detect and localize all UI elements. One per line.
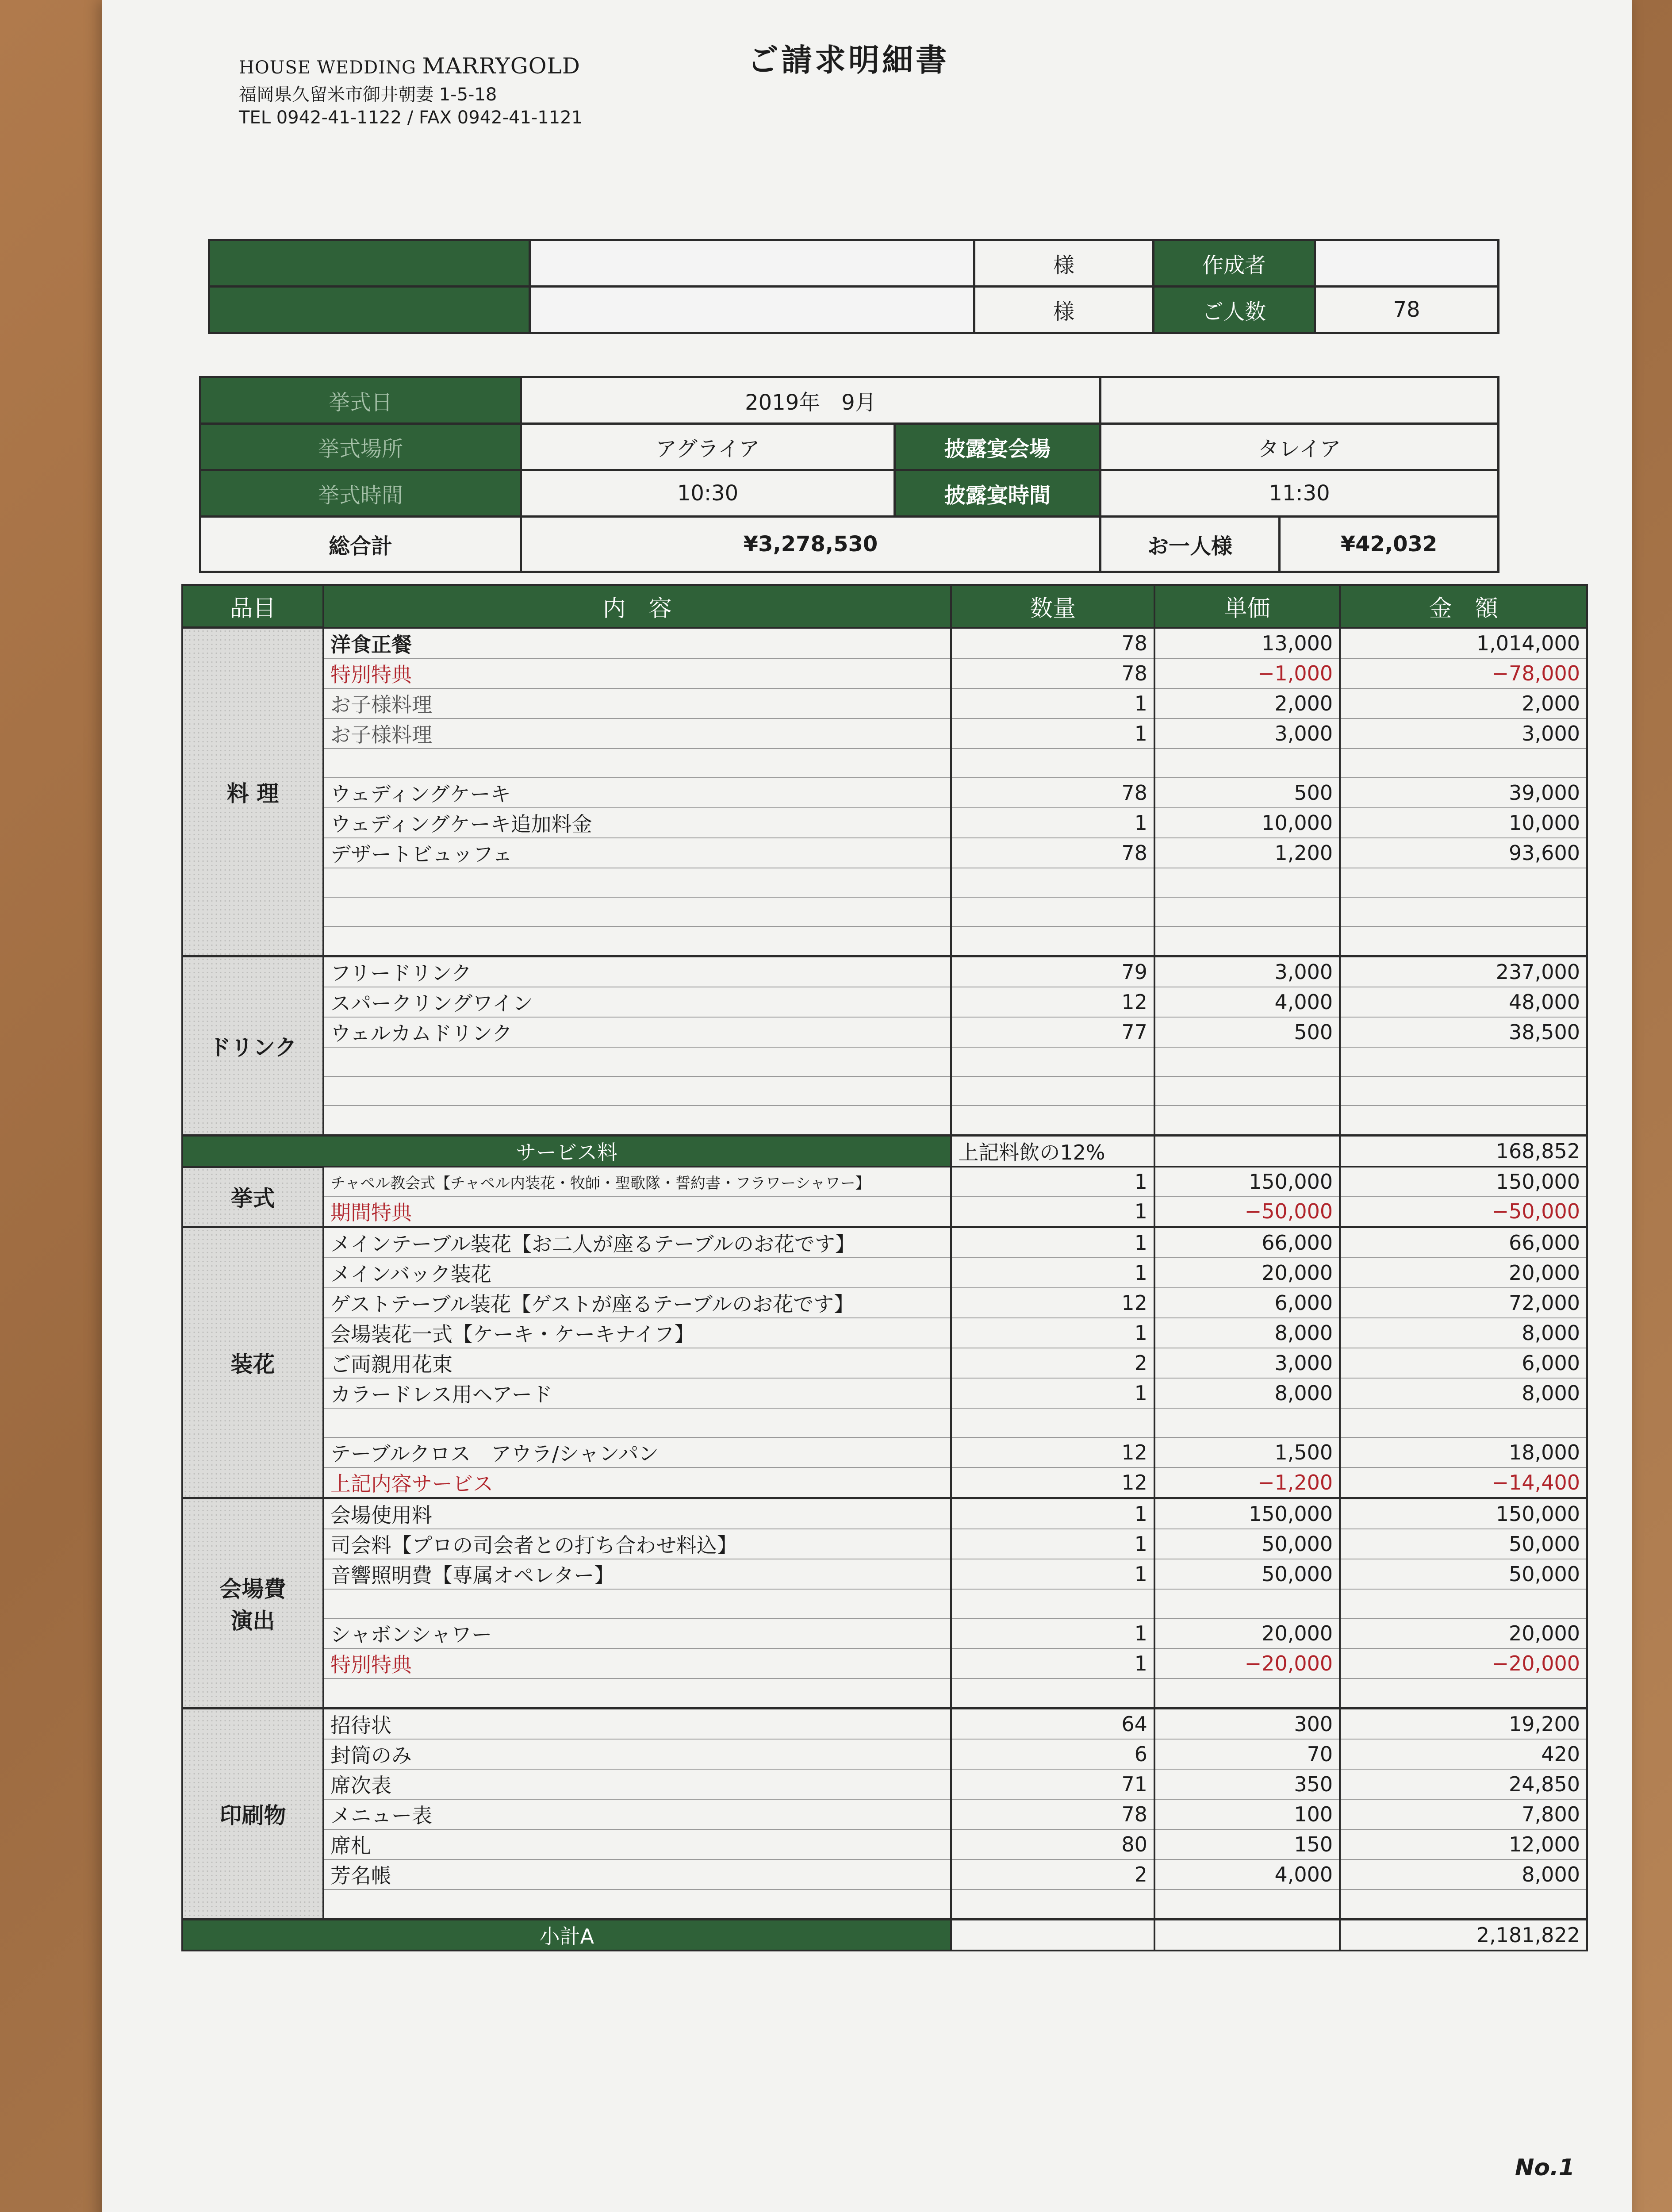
row-item — [323, 1408, 951, 1437]
per-person-label: お一人様 — [1101, 517, 1280, 572]
row-amount: 1,014,000 — [1340, 628, 1587, 658]
table-row — [182, 1829, 1587, 1859]
table-row — [182, 838, 1587, 868]
company-prefix: HOUSE WEDDING — [239, 58, 422, 78]
row-qty: 79 — [951, 956, 1154, 987]
row-amount: 8,000 — [1340, 1859, 1587, 1889]
table-row — [182, 1739, 1587, 1769]
row-unit — [1154, 1106, 1340, 1136]
row-item: ウェルカムドリンク — [323, 1017, 951, 1047]
time-value: 10:30 — [521, 470, 895, 517]
per-person-value: ¥42,032 — [1280, 517, 1499, 572]
category-cell: ドリンク — [182, 956, 323, 1135]
row-item: 芳名帳 — [323, 1859, 951, 1889]
row-amount: 8,000 — [1340, 1318, 1587, 1348]
row-amount: 66,000 — [1340, 1227, 1587, 1258]
table-row — [182, 778, 1587, 808]
table-row — [182, 897, 1587, 926]
row-unit — [1154, 926, 1340, 956]
guests-label: ご人数 — [1154, 287, 1315, 333]
row-unit: −1,200 — [1154, 1467, 1340, 1498]
row-qty — [951, 868, 1154, 897]
invoice-paper — [102, 0, 1632, 2212]
row-unit: 20,000 — [1154, 1258, 1340, 1288]
row-amount: 19,200 — [1340, 1709, 1587, 1740]
row-amount: 18,000 — [1340, 1437, 1587, 1467]
reception-venue-value: タレイア — [1101, 424, 1499, 470]
row-amount — [1340, 1076, 1587, 1106]
row-amount: 10,000 — [1340, 808, 1587, 838]
row-amount: 48,000 — [1340, 987, 1587, 1017]
row-unit: 150,000 — [1154, 1167, 1340, 1196]
reception-venue-label: 披露宴会場 — [895, 424, 1101, 470]
table-row — [182, 1498, 1587, 1529]
table-row — [182, 1227, 1587, 1258]
row-item: チャペル教会式【チャペル内装花・牧師・聖歌隊・誓約書・フラワーシャワー】 — [323, 1167, 951, 1196]
table-row — [182, 1318, 1587, 1348]
service-charge-row — [182, 1135, 1587, 1167]
row-amount — [1340, 1047, 1587, 1076]
row-item: カラードレス用ヘアード — [323, 1378, 951, 1408]
row-amount: 39,000 — [1340, 778, 1587, 808]
row-qty: 1 — [951, 1498, 1154, 1529]
row-unit: 300 — [1154, 1709, 1340, 1740]
table-row — [182, 1258, 1587, 1288]
company-header — [239, 53, 583, 128]
row-qty: 78 — [951, 658, 1154, 688]
row-qty: 1 — [951, 1258, 1154, 1288]
total-value: ¥3,278,530 — [521, 517, 1101, 572]
row-qty: 78 — [951, 628, 1154, 658]
row-unit: 6,000 — [1154, 1288, 1340, 1318]
row-unit: 10,000 — [1154, 808, 1340, 838]
row-amount: 6,000 — [1340, 1348, 1587, 1378]
table-row — [182, 1859, 1587, 1889]
row-item — [323, 749, 951, 778]
row-item — [323, 897, 951, 926]
row-item: ご両親用花束 — [323, 1348, 951, 1378]
subtotal-unit — [1154, 1920, 1340, 1951]
row-amount: 50,000 — [1340, 1559, 1587, 1589]
row-unit: 3,000 — [1154, 956, 1340, 987]
row-qty: 6 — [951, 1739, 1154, 1769]
guests-value: 78 — [1315, 287, 1499, 333]
row-qty — [951, 1589, 1154, 1618]
service-unit — [1154, 1135, 1340, 1167]
row-qty — [951, 926, 1154, 956]
creator-value — [1315, 240, 1499, 287]
row-qty: 1 — [951, 1318, 1154, 1348]
row-unit: 8,000 — [1154, 1318, 1340, 1348]
row-amount — [1340, 1408, 1587, 1437]
row-unit — [1154, 1408, 1340, 1437]
header-amount: 金 額 — [1340, 585, 1587, 628]
table-row — [182, 1437, 1587, 1467]
service-label: サービス料 — [182, 1135, 951, 1167]
row-item: 特別特典 — [323, 658, 951, 688]
row-qty — [951, 1047, 1154, 1076]
row-qty — [951, 1889, 1154, 1920]
row-qty: 12 — [951, 1288, 1154, 1318]
row-item: デザートビュッフェ — [323, 838, 951, 868]
row-qty: 2 — [951, 1348, 1154, 1378]
row-qty: 1 — [951, 1559, 1154, 1589]
row-item: 招待状 — [323, 1709, 951, 1740]
table-row — [182, 1167, 1587, 1196]
row-amount: 237,000 — [1340, 956, 1587, 987]
row-amount — [1340, 897, 1587, 926]
creator-label: 作成者 — [1154, 240, 1315, 287]
date-label: 挙式日 — [200, 377, 521, 424]
row-unit: 3,000 — [1154, 1348, 1340, 1378]
company-brand: MARRYGOLD — [422, 53, 580, 79]
row-qty: 1 — [951, 808, 1154, 838]
total-label: 総合計 — [200, 517, 521, 572]
row-amount: −78,000 — [1340, 658, 1587, 688]
row-amount: 3,000 — [1340, 718, 1587, 749]
category-cell: 印刷物 — [182, 1709, 323, 1920]
row-amount — [1340, 926, 1587, 956]
row-item: フリードリンク — [323, 956, 951, 987]
row-unit: 4,000 — [1154, 987, 1340, 1017]
row-qty: 1 — [951, 1227, 1154, 1258]
row-item: 封筒のみ — [323, 1739, 951, 1769]
customer-name-2 — [530, 287, 974, 333]
row-item — [323, 926, 951, 956]
row-unit — [1154, 897, 1340, 926]
row-unit — [1154, 1589, 1340, 1618]
row-qty: 2 — [951, 1859, 1154, 1889]
row-item: スパークリングワイン — [323, 987, 951, 1017]
table-row — [182, 1017, 1587, 1047]
table-row — [182, 749, 1587, 778]
table-row — [182, 1348, 1587, 1378]
row-item — [323, 868, 951, 897]
table-row — [182, 1378, 1587, 1408]
table-row — [182, 688, 1587, 718]
row-item — [323, 1076, 951, 1106]
venue-value: アグライア — [521, 424, 895, 470]
reception-time-label: 披露宴時間 — [895, 470, 1101, 517]
row-item: お子様料理 — [323, 688, 951, 718]
row-amount: 93,600 — [1340, 838, 1587, 868]
row-item: ウェディングケーキ — [323, 778, 951, 808]
row-item: 司会料【プロの司会者との打ち合わせ料込】 — [323, 1529, 951, 1559]
sama-label-1: 様 — [974, 240, 1154, 287]
company-name — [239, 53, 583, 79]
table-row — [182, 987, 1587, 1017]
row-amount: 420 — [1340, 1739, 1587, 1769]
table-row — [182, 808, 1587, 838]
row-amount: 38,500 — [1340, 1017, 1587, 1047]
row-item — [323, 1047, 951, 1076]
row-amount: 2,000 — [1340, 688, 1587, 718]
row-qty — [951, 749, 1154, 778]
row-amount: −50,000 — [1340, 1196, 1587, 1227]
row-qty — [951, 1678, 1154, 1709]
table-row — [182, 1769, 1587, 1799]
row-unit: −20,000 — [1154, 1648, 1340, 1678]
reception-time-value: 11:30 — [1101, 470, 1499, 517]
row-item: 洋食正餐 — [323, 628, 951, 658]
company-contact: TEL 0942-41-1122 / FAX 0942-41-1121 — [239, 108, 583, 128]
row-item: ウェディングケーキ追加料金 — [323, 808, 951, 838]
document-title: ご請求明細書 — [748, 42, 949, 78]
table-row — [182, 1047, 1587, 1076]
row-item: 特別特典 — [323, 1648, 951, 1678]
row-unit — [1154, 1678, 1340, 1709]
row-item: メインバック装花 — [323, 1258, 951, 1288]
customer-label-2 — [209, 287, 530, 333]
row-amount — [1340, 1889, 1587, 1920]
table-row — [182, 1648, 1587, 1678]
row-qty: 64 — [951, 1709, 1154, 1740]
row-unit: 13,000 — [1154, 628, 1340, 658]
row-unit: 20,000 — [1154, 1618, 1340, 1648]
row-item: シャボンシャワー — [323, 1618, 951, 1648]
header-unit-price: 単価 — [1154, 585, 1340, 628]
customer-name-1 — [530, 240, 974, 287]
row-item — [323, 1589, 951, 1618]
table-row — [182, 1196, 1587, 1227]
row-amount — [1340, 749, 1587, 778]
row-unit — [1154, 868, 1340, 897]
row-qty: 80 — [951, 1829, 1154, 1859]
row-amount — [1340, 1678, 1587, 1709]
category-cell: 料 理 — [182, 628, 323, 956]
table-row — [182, 1799, 1587, 1829]
row-qty: 1 — [951, 1529, 1154, 1559]
row-qty: 78 — [951, 778, 1154, 808]
row-unit: 2,000 — [1154, 688, 1340, 718]
row-qty — [951, 1076, 1154, 1106]
table-row — [182, 1709, 1587, 1740]
customer-table — [208, 239, 1499, 334]
subtotal-qty — [951, 1920, 1154, 1951]
header-quantity: 数量 — [951, 585, 1154, 628]
row-qty: 1 — [951, 1648, 1154, 1678]
venue-label: 挙式場所 — [200, 424, 521, 470]
row-amount — [1340, 1106, 1587, 1136]
row-amount: −20,000 — [1340, 1648, 1587, 1678]
category-cell: 会場費 演出 — [182, 1498, 323, 1709]
row-qty: 77 — [951, 1017, 1154, 1047]
row-amount: 72,000 — [1340, 1288, 1587, 1318]
row-amount — [1340, 1589, 1587, 1618]
row-item — [323, 1106, 951, 1136]
table-row — [182, 1467, 1587, 1498]
table-row — [182, 628, 1587, 658]
customer-label-1 — [209, 240, 530, 287]
service-note: 上記料飲の12% — [951, 1135, 1154, 1167]
row-unit: 500 — [1154, 1017, 1340, 1047]
date-value: 2019年 9月 — [521, 377, 1101, 424]
row-qty: 1 — [951, 1378, 1154, 1408]
table-row — [182, 1106, 1587, 1136]
row-amount: 20,000 — [1340, 1258, 1587, 1288]
row-unit: 150,000 — [1154, 1498, 1340, 1529]
row-qty: 12 — [951, 1437, 1154, 1467]
table-row — [182, 1529, 1587, 1559]
row-unit: 350 — [1154, 1769, 1340, 1799]
row-qty: 12 — [951, 1467, 1154, 1498]
row-unit: 500 — [1154, 778, 1340, 808]
table-row — [182, 1589, 1587, 1618]
row-unit: 50,000 — [1154, 1529, 1340, 1559]
row-amount: 150,000 — [1340, 1167, 1587, 1196]
row-qty: 71 — [951, 1769, 1154, 1799]
table-row — [182, 1618, 1587, 1648]
service-amount: 168,852 — [1340, 1135, 1587, 1167]
row-qty — [951, 1106, 1154, 1136]
row-item: 席札 — [323, 1829, 951, 1859]
row-unit: −1,000 — [1154, 658, 1340, 688]
row-item: 会場装花一式【ケーキ・ケーキナイフ】 — [323, 1318, 951, 1348]
table-row — [182, 868, 1587, 897]
header-category: 品目 — [182, 585, 323, 628]
row-qty: 1 — [951, 688, 1154, 718]
row-unit — [1154, 1076, 1340, 1106]
row-unit: 8,000 — [1154, 1378, 1340, 1408]
row-unit: 150 — [1154, 1829, 1340, 1859]
row-item: お子様料理 — [323, 718, 951, 749]
row-qty: 12 — [951, 987, 1154, 1017]
table-row — [182, 1288, 1587, 1318]
row-amount: 150,000 — [1340, 1498, 1587, 1529]
table-row — [182, 718, 1587, 749]
row-item — [323, 1678, 951, 1709]
row-amount: 7,800 — [1340, 1799, 1587, 1829]
table-row — [182, 1559, 1587, 1589]
row-unit — [1154, 749, 1340, 778]
row-item: 音響照明費【専属オペレター】 — [323, 1559, 951, 1589]
row-item: 席次表 — [323, 1769, 951, 1799]
detail-table — [181, 584, 1588, 1951]
row-qty: 1 — [951, 1167, 1154, 1196]
row-unit — [1154, 1047, 1340, 1076]
row-qty: 1 — [951, 718, 1154, 749]
category-cell: 装花 — [182, 1227, 323, 1498]
page-number: No.1 — [1515, 2154, 1575, 2181]
table-row — [182, 1678, 1587, 1709]
date-extra — [1101, 377, 1499, 424]
row-unit: −50,000 — [1154, 1196, 1340, 1227]
row-unit: 70 — [1154, 1739, 1340, 1769]
row-amount: −14,400 — [1340, 1467, 1587, 1498]
row-item: 会場使用料 — [323, 1498, 951, 1529]
category-cell: 挙式 — [182, 1167, 323, 1227]
row-qty: 78 — [951, 1799, 1154, 1829]
company-address: 福岡県久留米市御井朝妻 1-5-18 — [239, 84, 497, 105]
table-row — [182, 1408, 1587, 1437]
row-item: テーブルクロス アウラ/シャンパン — [323, 1437, 951, 1467]
subtotal-amount: 2,181,822 — [1340, 1920, 1587, 1951]
row-unit: 4,000 — [1154, 1859, 1340, 1889]
row-amount: 24,850 — [1340, 1769, 1587, 1799]
table-row — [182, 658, 1587, 688]
row-unit: 100 — [1154, 1799, 1340, 1829]
subtotal-row — [182, 1920, 1587, 1951]
row-qty: 1 — [951, 1618, 1154, 1648]
row-unit: 66,000 — [1154, 1227, 1340, 1258]
row-unit: 50,000 — [1154, 1559, 1340, 1589]
row-amount — [1340, 868, 1587, 897]
row-item: ゲストテーブル装花【ゲストが座るテーブルのお花です】 — [323, 1288, 951, 1318]
row-qty — [951, 897, 1154, 926]
table-row — [182, 926, 1587, 956]
time-label: 挙式時間 — [200, 470, 521, 517]
row-unit: 1,200 — [1154, 838, 1340, 868]
row-amount: 8,000 — [1340, 1378, 1587, 1408]
row-unit: 3,000 — [1154, 718, 1340, 749]
row-unit — [1154, 1889, 1340, 1920]
row-unit: 1,500 — [1154, 1437, 1340, 1467]
event-table — [199, 376, 1499, 573]
table-row — [182, 1889, 1587, 1920]
row-amount: 50,000 — [1340, 1529, 1587, 1559]
row-amount: 20,000 — [1340, 1618, 1587, 1648]
row-item: メニュー表 — [323, 1799, 951, 1829]
table-row — [182, 1076, 1587, 1106]
row-item: メインテーブル装花【お二人が座るテーブルのお花です】 — [323, 1227, 951, 1258]
table-row — [182, 956, 1587, 987]
subtotal-label: 小計A — [182, 1920, 951, 1951]
detail-header-row — [182, 585, 1587, 628]
row-amount: 12,000 — [1340, 1829, 1587, 1859]
row-qty: 78 — [951, 838, 1154, 868]
row-qty — [951, 1408, 1154, 1437]
header-content: 内 容 — [323, 585, 951, 628]
row-qty: 1 — [951, 1196, 1154, 1227]
row-item: 上記内容サービス — [323, 1467, 951, 1498]
row-item: 期間特典 — [323, 1196, 951, 1227]
row-item — [323, 1889, 951, 1920]
sama-label-2: 様 — [974, 287, 1154, 333]
